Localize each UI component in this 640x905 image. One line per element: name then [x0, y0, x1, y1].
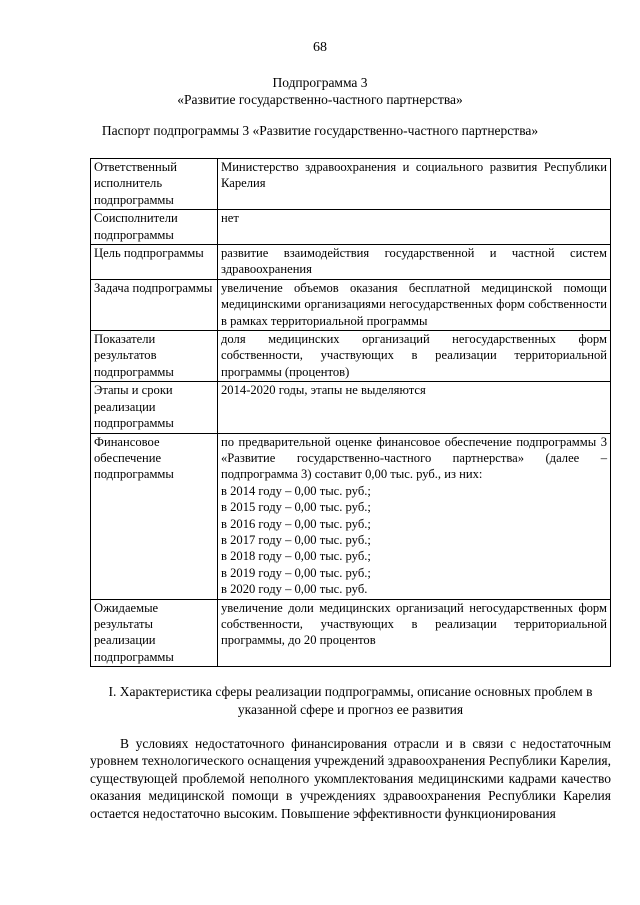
financing-year: в 2017 году – 0,00 тыс. руб.; — [221, 532, 371, 547]
subprogram-title-block — [0, 74, 640, 108]
body-paragraph: В условиях недостаточного финансирования отрасли и в связи с недостаточным уровнем технологического оснащения учреждений здравоохранения Республики Карелия, существующей проблемой неполного укомплектования медицинскими кадрами качество оказания медицинской помощи в учреждениях здравоохранения Республики Карелия остается недостаточно высоким. Повышение эффективности функционирования — [90, 736, 611, 821]
table-row — [91, 279, 611, 330]
passport-table — [90, 158, 611, 667]
row-label: Финансовое обеспечение подпрограммы — [91, 433, 218, 599]
row-value: доля медицинских организаций негосударственных форм собственности, участвующих в реализации территориальной программы (процентов) — [218, 331, 611, 382]
financing-year: в 2014 году – 0,00 тыс. руб.; — [221, 483, 371, 498]
row-value: нет — [218, 210, 611, 245]
table-row — [91, 210, 611, 245]
row-value: 2014-2020 годы, этапы не выделяются — [218, 382, 611, 433]
financing-intro: по предварительной оценке финансовое обеспечение подпрограммы 3 «Развитие государственно-частного партнерства» (далее – подпрограмма 3) составит 0,00 тыс. руб., из них: — [221, 434, 607, 482]
row-label: Ожидаемые результаты реализации подпрограммы — [91, 599, 218, 667]
financing-year: в 2018 году – 0,00 тыс. руб.; — [221, 549, 371, 564]
passport-title: Паспорт подпрограммы 3 «Развитие государственно-частного партнерства» — [101, 123, 539, 138]
row-label: Этапы и сроки реализации подпрограммы — [91, 382, 218, 433]
financing-year: в 2020 году – 0,00 тыс. руб. — [221, 582, 368, 597]
section-heading: I. Характеристика сферы реализации подпрограммы, описание основных проблем в указанной сфере и прогноз ее развития — [108, 684, 593, 717]
row-value: Министерство здравоохранения и социального развития Республики Карелия — [218, 159, 611, 210]
table-row — [91, 245, 611, 280]
row-label: Задача подпрограммы — [91, 279, 218, 330]
table-row — [91, 433, 611, 599]
row-value: увеличение доли медицинских организаций негосударственных форм собственности, участвующих в реализации территориальной программы, до 20 процентов — [218, 599, 611, 667]
row-label: Показатели результатов подпрограммы — [91, 331, 218, 382]
subprogram-name: «Развитие государственно-частного партнерства» — [177, 92, 463, 107]
row-value: развитие взаимодействия государственной и частной систем здравоохранения — [218, 245, 611, 280]
financing-cell — [218, 433, 611, 599]
financing-year: в 2015 году – 0,00 тыс. руб.; — [221, 500, 371, 515]
table-row — [91, 159, 611, 210]
financing-year: в 2016 году – 0,00 тыс. руб.; — [221, 516, 371, 531]
row-label: Соисполнители подпрограммы — [91, 210, 218, 245]
row-label: Ответственный исполнитель подпрограммы — [91, 159, 218, 210]
row-value: увеличение объемов оказания бесплатной медицинской помощи медицинскими организациями негосударственных форм собственности в рамках территориальной программы — [218, 279, 611, 330]
subprogram-title: Подпрограмма 3 — [272, 75, 368, 90]
table-row — [91, 382, 611, 433]
table-row — [91, 599, 611, 667]
page-number: 68 — [313, 40, 327, 55]
table-row — [91, 331, 611, 382]
row-label: Цель подпрограммы — [91, 245, 218, 280]
financing-year: в 2019 году – 0,00 тыс. руб.; — [221, 565, 371, 580]
